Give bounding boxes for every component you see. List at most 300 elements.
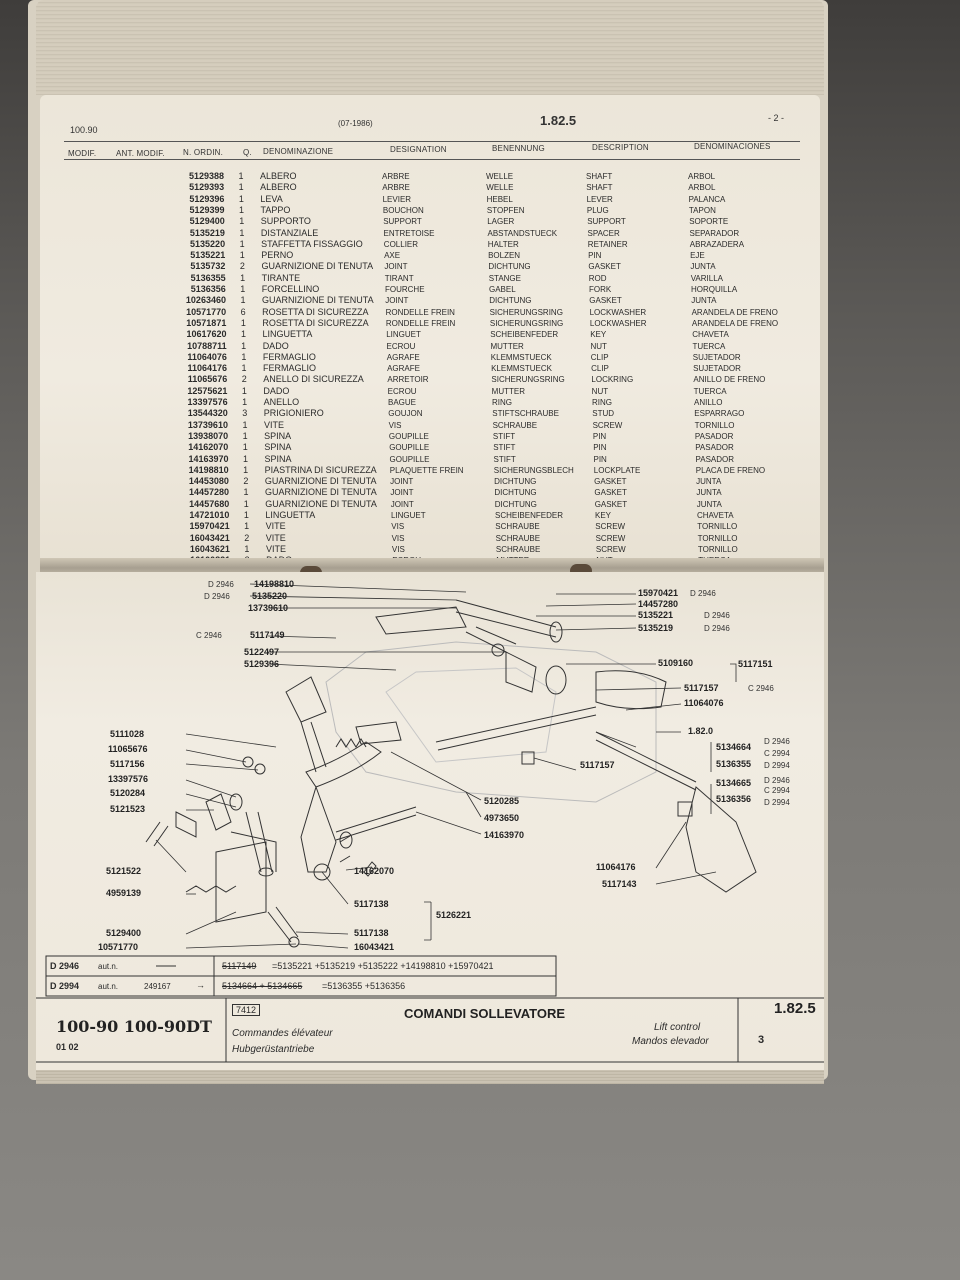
cell-fr: AGRAFE [387, 364, 420, 374]
cell-fr: BAGUE [387, 398, 416, 407]
footer-title-en: Lift control [654, 1022, 701, 1033]
cell-de: DICHTUNG [489, 296, 532, 306]
cell-es: ABRAZADERA [689, 239, 745, 249]
cell-it: ALBERO [260, 182, 297, 193]
col-n-ordin: N. ORDIN. [183, 148, 224, 157]
cell-fr: ARBRE [382, 172, 410, 181]
mod-2-new: =5136355 +5136356 [322, 981, 406, 991]
label-13397576: 13397576 [108, 774, 149, 784]
cell-en: CLIP [590, 352, 609, 362]
label-5117157-bottom: 5117157 [580, 760, 615, 770]
cell-it: SPINA [264, 453, 292, 464]
cell-de: SICHERUNGSBLECH [493, 465, 574, 475]
label-5122497: 5122497 [244, 647, 280, 657]
cell-de: STOPFEN [486, 205, 525, 215]
cell-de: WELLE [486, 172, 514, 181]
cell-es: PASADOR [695, 443, 734, 453]
cell-fr: JOINT [390, 499, 414, 509]
cell-it: LEVA [260, 193, 283, 204]
cell-de: RING [491, 398, 512, 407]
cell-de: STIFT [493, 454, 516, 464]
label-4973650: 4973650 [484, 813, 520, 823]
cell-es: TORNILLO [697, 533, 738, 543]
footer-section: 1.82.5 [774, 1000, 816, 1017]
cell-es: TORNILLO [694, 420, 735, 430]
cell-es: ANILLO [693, 398, 723, 407]
label-5136356: 5136356 [716, 794, 752, 804]
cell-n: 5135219 [189, 227, 225, 238]
cell-n: 11064176 [187, 363, 228, 374]
cell-fr: LINGUET [386, 330, 421, 340]
cell-it: ANELLO DI SICUREZZA [263, 374, 364, 385]
cell-q: 2 [239, 261, 245, 272]
cell-n: 14162070 [188, 442, 229, 453]
cell-de: STIFT [493, 443, 516, 453]
cell-es: HORQUILLA [690, 285, 738, 294]
cell-n: 14721010 [189, 510, 230, 520]
cell-de: KLEMMSTUECK [491, 364, 552, 374]
cell-fr: GOUPILLE [389, 443, 430, 453]
label-10571770: 10571770 [98, 942, 139, 952]
cell-q: 2 [243, 476, 249, 487]
footer-title: COMANDI SOLLEVATORE [404, 1006, 566, 1021]
cell-de: SICHERUNGSRING [489, 318, 564, 328]
cell-de: DICHTUNG [488, 262, 531, 272]
cell-de: DICHTUNG [494, 499, 537, 509]
cell-en: SHAFT [586, 183, 613, 193]
cell-en: LOCKWASHER [589, 318, 647, 328]
cell-en: RING [591, 398, 612, 407]
label-5134664: 5134664 [716, 742, 752, 752]
cell-fr: GOUPILLE [388, 431, 429, 441]
revision-date: (07-1986) [338, 119, 373, 128]
cell-it: ALBERO [260, 171, 297, 181]
cell-q: 1 [241, 385, 247, 396]
footer-code: 7412 [232, 1004, 260, 1016]
cell-de: ABSTANDSTUECK [487, 228, 558, 238]
cell-en: PLUG [586, 205, 609, 215]
cell-it: FERMAGLIO [263, 363, 317, 374]
cell-es: ANILLO DE FRENO [693, 375, 766, 385]
label-4959139: 4959139 [106, 888, 142, 898]
cell-es: ESPARRAGO [694, 409, 745, 419]
mod-1-code: D 2946 [50, 961, 80, 971]
cell-es: CHAVETA [696, 511, 734, 520]
cell-en: SHAFT [586, 172, 613, 181]
label-d2946-a: D 2946 [208, 580, 234, 589]
cell-n: 5129400 [189, 216, 225, 227]
cell-es: SEPARADOR [689, 228, 740, 238]
cell-q: 1 [241, 363, 247, 374]
parts-list-page [40, 95, 820, 565]
cell-en: GASKET [594, 477, 627, 487]
cell-de: HEBEL [486, 194, 513, 204]
cell-n: 14163970 [188, 453, 229, 464]
cell-fr: ENTRETOISE [383, 228, 435, 238]
cell-n: 10571871 [186, 317, 227, 328]
cell-n: 13544320 [187, 408, 228, 419]
cell-q: 1 [242, 397, 248, 407]
cell-fr: LEVIER [382, 194, 412, 204]
label-5121522: 5121522 [106, 866, 142, 876]
cell-n: 13938070 [188, 430, 229, 441]
cell-es: PASADOR [695, 454, 735, 464]
cell-en: ROD [588, 273, 607, 283]
cell-it: PRIGIONIERO [263, 408, 324, 419]
cell-fr: JOINT [385, 296, 409, 306]
cell-fr: VIS [391, 522, 405, 532]
cell-fr: GOUPILLE [389, 454, 430, 464]
cell-en: SCREW [592, 420, 623, 430]
col-benennung: BENENNUNG [492, 144, 545, 153]
cell-en: SUPPORT [587, 217, 626, 227]
mod-2-arrow: → [196, 980, 205, 990]
cell-es: TUERCA [693, 386, 727, 396]
label-5117151: 5117151 [738, 659, 773, 669]
label-5134665-d2994: D 2994 [764, 798, 790, 807]
cell-n: 14198810 [188, 464, 229, 475]
cell-n: 5129399 [189, 204, 225, 215]
cell-fr: TIRANT [384, 273, 414, 283]
cell-de: DICHTUNG [494, 477, 537, 487]
label-5134665-c2994: C 2994 [764, 786, 790, 795]
cell-it: GUARNIZIONE DI TENUTA [265, 487, 377, 498]
label-5134664-d2946: D 2946 [764, 737, 790, 746]
cell-it: PIASTRINA DI SICUREZZA [264, 464, 377, 475]
cell-it: GUARNIZIONE DI TENUTA [261, 261, 374, 272]
cell-en: RETAINER [587, 239, 628, 249]
cell-fr: COLLIER [383, 239, 419, 249]
label-5109160: 5109160 [658, 658, 694, 668]
cell-n: 11064076 [187, 351, 227, 362]
cell-n: 5129393 [189, 182, 225, 193]
label-14457280: 14457280 [638, 599, 679, 609]
cell-q: 1 [239, 204, 245, 215]
col-denominaciones: DENOMINACIONES [694, 142, 771, 151]
cell-q: 6 [240, 306, 246, 317]
cell-de: BOLZEN [488, 251, 521, 261]
cell-de: HALTER [487, 239, 519, 249]
footer-page-number: 3 [758, 1034, 765, 1046]
label-5135219-d2946: D 2946 [704, 624, 730, 633]
label-15970421: 15970421 [638, 588, 679, 598]
cell-es: PASADOR [694, 431, 734, 441]
page-edges-bottom [36, 1070, 824, 1084]
header-rule-2 [64, 159, 800, 160]
cell-n: 5136356 [190, 284, 226, 294]
mod-1-old: 5117149 [222, 961, 257, 971]
cell-en: NUT [591, 386, 609, 396]
cell-en: SCREW [595, 544, 626, 554]
label-d2946-b: D 2946 [204, 592, 230, 601]
cell-de: STIFTSCHRAUBE [492, 409, 559, 419]
cell-en: KEY [590, 330, 607, 340]
cell-q: 1 [238, 171, 244, 181]
label-5135221: 5135221 [638, 610, 674, 620]
label-14163970: 14163970 [484, 830, 525, 840]
cell-it: TIRANTE [261, 272, 301, 283]
cell-n: 16043421 [189, 532, 230, 543]
cell-n: 12575621 [187, 385, 228, 396]
cell-es: TORNILLO [697, 522, 738, 532]
cell-fr: JOINT [390, 477, 414, 487]
cell-n: 10571770 [186, 306, 227, 317]
cell-q: 1 [244, 543, 250, 554]
label-5129396: 5129396 [244, 659, 280, 669]
cell-n: 11065676 [187, 374, 228, 385]
cell-en: NUT [590, 341, 607, 351]
cell-it: ANELLO [263, 397, 300, 407]
cell-q: 1 [240, 272, 246, 283]
mod-1-new: =5135221 +5135219 +5135222 +14198810 +15970421 [272, 961, 494, 971]
cell-fr: PLAQUETTE FREIN [389, 465, 464, 475]
cell-de: SCHRAUBE [492, 420, 538, 430]
cell-es: EJE [690, 251, 705, 261]
page-edges-top [36, 0, 824, 95]
cell-it: FORCELLINO [261, 284, 320, 294]
mod-2-code: D 2994 [50, 981, 80, 991]
cell-en: LOCKPLATE [593, 465, 641, 475]
cell-q: 3 [242, 408, 248, 419]
cell-es: VARILLA [690, 273, 723, 283]
cell-fr: AGRAFE [386, 352, 420, 362]
label-c2946: C 2946 [196, 631, 222, 640]
exploded-diagram [36, 572, 824, 1080]
label-5136355: 5136355 [716, 759, 752, 769]
footer-title-es: Mandos elevador [632, 1036, 709, 1047]
cell-n: 5135220 [190, 238, 226, 249]
cell-de: DICHTUNG [494, 488, 537, 498]
cell-es: ARBOL [688, 172, 716, 181]
label-5134665-d2946: D 2946 [764, 776, 790, 785]
label-5117157-top: 5117157 [684, 683, 719, 693]
cell-q: 1 [240, 295, 246, 306]
cell-fr: SUPPORT [383, 217, 422, 227]
col-q: Q. [243, 148, 252, 157]
cell-es: PLACA DE FRENO [695, 465, 766, 475]
cell-it: GUARNIZIONE DI TENUTA [264, 476, 377, 487]
cell-q: 2 [244, 532, 250, 543]
cell-q: 1 [243, 464, 249, 475]
footer-title-fr: Commandes élévateur [232, 1028, 333, 1039]
footer-title-de: Hubgerüstantriebe [232, 1044, 315, 1055]
cell-fr: VIS [388, 420, 402, 430]
cell-n: 5129396 [189, 193, 225, 204]
model-code: 100.90 [70, 125, 98, 135]
label-5135220: 5135220 [252, 591, 288, 601]
cell-en: LEVER [586, 194, 613, 204]
cell-de: MUTTER [490, 341, 524, 351]
label-15970421-d2946: D 2946 [690, 589, 716, 598]
cell-it: VITE [265, 521, 286, 532]
cell-it: SPINA [264, 430, 292, 441]
cell-q: 2 [241, 374, 247, 385]
cell-es: JUNTA [690, 262, 716, 272]
label-5135221-d2946: D 2946 [704, 611, 730, 620]
cell-de: WELLE [486, 183, 514, 193]
label-5117138-b: 5117138 [354, 928, 389, 938]
cell-fr: AXE [384, 251, 401, 261]
cell-q: 1 [241, 329, 247, 340]
cell-it: ROSETTA DI SICUREZZA [262, 317, 369, 328]
mod-2-autn: 249167 [144, 982, 171, 991]
cell-it: SPINA [264, 442, 292, 453]
cell-de: GABEL [488, 285, 516, 294]
cell-de: SCHRAUBE [495, 544, 541, 554]
cell-n: 5135732 [190, 261, 226, 272]
label-5117138-a: 5117138 [354, 899, 389, 909]
cell-it: VITE [265, 543, 286, 554]
label-11064176: 11064176 [596, 862, 636, 872]
cell-en: CLIP [591, 364, 609, 374]
cell-n: 5129388 [188, 171, 224, 181]
label-14198810: 14198810 [254, 579, 295, 589]
cell-es: SUJETADOR [693, 364, 741, 374]
cell-fr: LINGUET [390, 511, 426, 520]
cell-q: 1 [242, 442, 248, 453]
cell-de: SCHRAUBE [495, 533, 541, 543]
label-11064076: 11064076 [684, 698, 724, 708]
cell-it: DADO [262, 340, 289, 351]
label-5117157-c2946: C 2946 [748, 684, 774, 693]
label-5117143: 5117143 [602, 879, 637, 889]
cell-en: FORK [588, 285, 612, 294]
cell-fr: ARRETOIR [387, 375, 429, 385]
header-rule [64, 141, 800, 142]
cell-en: KEY [594, 511, 611, 520]
cell-it: LINGUETTA [262, 329, 313, 340]
cell-de: SCHRAUBE [495, 522, 540, 532]
cell-it: DISTANZIALE [260, 227, 319, 238]
cell-en: GASKET [594, 488, 627, 498]
cell-it: DADO [263, 385, 290, 396]
col-denominazione: DENOMINAZIONE [263, 147, 334, 156]
label-14162070: 14162070 [354, 866, 395, 876]
cell-q: 1 [243, 510, 249, 520]
cell-n: 14453080 [188, 476, 229, 487]
cell-es: SUJETADOR [692, 352, 741, 362]
cell-en: PIN [593, 454, 607, 464]
cell-fr: ECROU [387, 386, 417, 396]
cell-q: 1 [239, 238, 245, 249]
cell-en: SCREW [595, 522, 626, 532]
cell-q: 1 [242, 453, 248, 464]
cell-fr: VIS [391, 544, 405, 554]
cell-es: CHAVETA [692, 330, 729, 340]
cell-q: 1 [241, 340, 247, 351]
cell-n: 14457280 [188, 487, 230, 498]
cell-en: PIN [588, 251, 602, 261]
cell-q: 1 [243, 487, 249, 498]
cell-es: ARANDELA DE FRENO [691, 307, 778, 317]
cell-en: SCREW [595, 533, 626, 543]
cell-fr: GOUJON [388, 409, 423, 419]
cell-de: SICHERUNGSRING [489, 307, 563, 317]
cell-de: SCHEIBENFEDER [494, 511, 563, 520]
cell-n: 13397576 [187, 397, 228, 407]
label-5117149: 5117149 [250, 630, 285, 640]
mod-2-aut: aut.n. [98, 982, 119, 991]
footer-sub: 01 02 [56, 1042, 79, 1052]
cell-en: GASKET [589, 296, 622, 306]
cell-es: SOPORTE [689, 217, 729, 227]
cell-it: PERNO [261, 250, 294, 261]
cell-en: LOCKRING [591, 375, 634, 385]
cell-fr: JOINT [384, 262, 408, 272]
cell-it: VITE [265, 532, 286, 543]
cell-de: STIFT [492, 431, 516, 441]
cell-fr: FOURCHE [384, 285, 425, 294]
cell-es: ARBOL [688, 183, 716, 193]
cell-it: FERMAGLIO [262, 351, 316, 362]
cell-q: 1 [243, 498, 249, 509]
cell-fr: RONDELLE FREIN [385, 318, 456, 328]
cell-es: TORNILLO [697, 544, 738, 554]
label-1-82-0: 1.82.0 [688, 726, 714, 736]
cell-n: 10617620 [186, 329, 227, 340]
cell-fr: JOINT [390, 488, 414, 498]
cell-q: 1 [240, 317, 246, 328]
cell-fr: VIS [391, 533, 405, 543]
cell-de: MUTTER [491, 386, 525, 396]
cell-it: VITE [263, 419, 284, 430]
cell-en: STUD [592, 409, 615, 419]
cell-it: ROSETTA DI SICUREZZA [262, 306, 369, 317]
cell-de: SICHERUNGSRING [491, 375, 565, 385]
cell-es: JUNTA [696, 488, 722, 498]
cell-es: TAPON [688, 205, 716, 215]
cell-it: LINGUETTA [265, 510, 316, 520]
label-16043421: 16043421 [354, 942, 395, 952]
cell-q: 1 [239, 216, 245, 227]
cell-it: STAFFETTA FISSAGGIO [261, 238, 363, 249]
cell-de: KLEMMSTUECK [490, 352, 552, 362]
cell-q: 1 [239, 227, 245, 238]
mod-2-old: 5134664 + 5134665 [222, 981, 303, 991]
cell-de: LAGER [487, 217, 515, 227]
cell-fr: RONDELLE FREIN [385, 307, 455, 317]
label-5134664-d2994: D 2994 [764, 761, 790, 770]
page-marker: - 2 - [768, 113, 785, 123]
cell-n: 16043621 [189, 543, 230, 554]
diagram-page [36, 572, 824, 1080]
cell-es: TUERCA [692, 341, 726, 351]
label-5134665: 5134665 [716, 778, 752, 788]
cell-q: 1 [244, 521, 250, 532]
cell-de: SCHEIBENFEDER [490, 330, 559, 340]
footer-models: 100-90 100-90DT [56, 1017, 212, 1036]
cell-n: 5135221 [190, 250, 226, 261]
cell-n: 10788711 [187, 340, 227, 351]
cell-es: ARANDELA DE FRENO [691, 318, 779, 328]
cell-en: PIN [592, 431, 607, 441]
cell-n: 5136355 [190, 272, 226, 283]
label-5121523: 5121523 [110, 804, 146, 814]
cell-q: 1 [242, 419, 248, 430]
col-description: DESCRIPTION [592, 143, 649, 152]
label-5117156: 5117156 [110, 759, 145, 769]
cell-fr: ARBRE [382, 183, 410, 193]
mod-1-aut: aut.n. [98, 962, 119, 971]
cell-q: 1 [242, 430, 248, 441]
cell-q: 1 [240, 284, 246, 294]
section-number: 1.82.5 [540, 113, 577, 128]
cell-n: 14457680 [189, 498, 230, 509]
label-13739610: 13739610 [248, 603, 289, 613]
cell-en: GASKET [594, 499, 628, 509]
cell-it: GUARNIZIONE DI TENUTA [261, 295, 374, 306]
cell-q: 1 [241, 351, 247, 362]
